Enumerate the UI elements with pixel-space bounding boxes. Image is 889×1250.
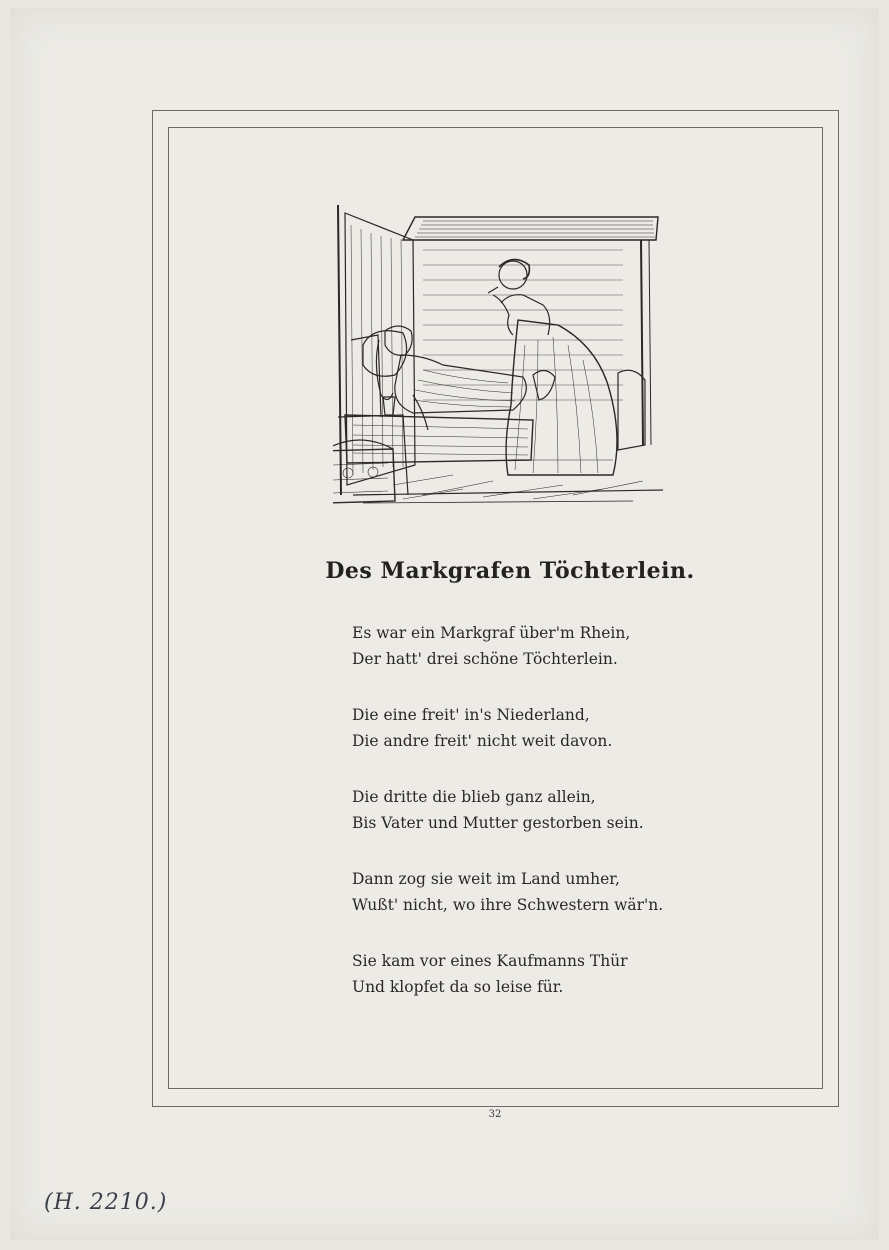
verse-line: Sie kam vor eines Kaufmanns Thür xyxy=(352,952,628,970)
poem-title: Des Markgrafen Töchterlein. xyxy=(325,558,695,584)
woodcut-illustration xyxy=(333,205,678,508)
poem-body xyxy=(352,620,712,1030)
verse-line: Es war ein Markgraf über'm Rhein, xyxy=(352,624,631,642)
stanza-3 xyxy=(352,784,712,836)
verse-line: Die dritte die blieb ganz allein, xyxy=(352,788,596,806)
handwritten-catalog-mark: (H. 2210.) xyxy=(44,1190,168,1215)
stanza-5 xyxy=(352,948,712,1000)
verse-line: Die eine freit' in's Niederland, xyxy=(352,706,590,724)
verse-line: Wußt' nicht, wo ihre Schwestern wär'n. xyxy=(352,896,664,914)
stanza-4 xyxy=(352,866,712,918)
verse-line: Der hatt' drei schöne Töchterlein. xyxy=(352,650,618,668)
stanza-1 xyxy=(352,620,712,672)
verse-line: Dann zog sie weit im Land umher, xyxy=(352,870,620,888)
stanza-2 xyxy=(352,702,712,754)
verse-line: Bis Vater und Mutter gestorben sein. xyxy=(352,814,644,832)
verse-line: Die andre freit' nicht weit davon. xyxy=(352,732,613,750)
page-number: 32 xyxy=(488,1109,502,1120)
verse-line: Und klopfet da so leise für. xyxy=(352,978,564,996)
